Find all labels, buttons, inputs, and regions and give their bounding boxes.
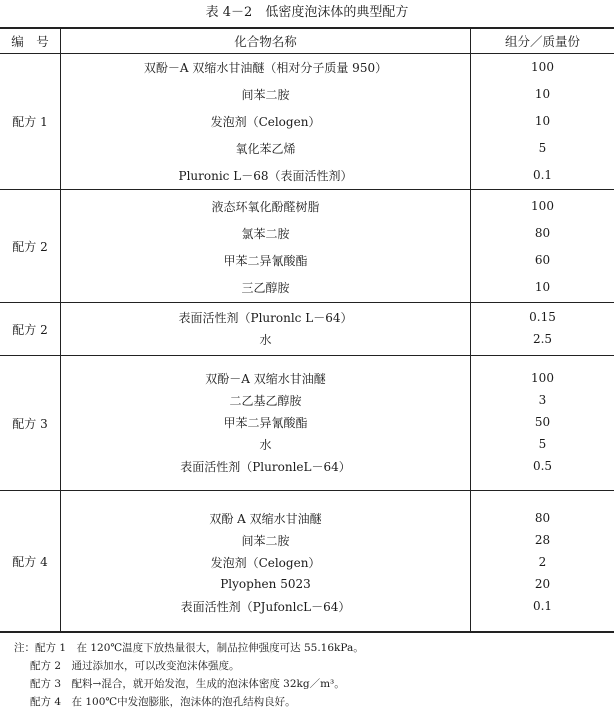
compound-name: Plyophen 5023 [220,577,311,591]
header-amount: 组分／质量份 [504,34,580,49]
group-divider [0,490,614,491]
compound-name: 间苯二胺 [241,533,290,548]
header-id: 编 号 [11,34,49,49]
compound-name: 发泡剂（Celogen） [210,555,321,570]
compound-name: 双酚 A 双缩水甘油醚 [209,511,322,526]
group-label: 配方 1 [12,115,48,129]
compound-name: 三乙醇胺 [241,280,290,295]
bottom-rule [0,631,614,633]
compound-name: 水 [259,437,272,452]
compound-name: 双酚－A 双缩水甘油醚（相对分子质量 950） [143,60,388,75]
compound-amount: 10 [534,114,551,128]
compound-amount: 5 [538,141,547,155]
group-divider [0,189,614,190]
compound-amount: 0.15 [529,310,556,324]
compound-amount: 100 [531,60,554,74]
group-label: 配方 2 [12,239,48,254]
compound-amount: 0.1 [532,599,553,613]
compound-name: 双酚－A 双缩水甘油醚 [205,371,326,386]
group-divider [0,355,614,356]
compound-amount: 2.5 [532,332,553,346]
compound-amount: 20 [534,577,551,591]
compound-name: 表面活性剂（Pluronlc L－64） [178,310,353,325]
compound-name: 表面活性剂（PluronleL－64） [180,459,351,474]
table-note: 配方 2 通过添加水，可以改变泡沫体强度。 [30,660,240,672]
compound-amount: 3 [538,393,547,407]
group-label: 配方 4 [12,554,48,569]
compound-amount: 100 [531,199,554,213]
compound-amount: 0.1 [532,168,553,182]
compound-amount: 100 [531,371,554,385]
compound-name: 甲苯二异氰酸酯 [223,415,308,430]
compound-amount: 10 [534,87,551,101]
compound-name: 氯苯二胺 [241,226,290,241]
table-note: 配方 4 在 100℃中发泡膨胀，泡沫体的泡孔结构良好。 [30,696,296,708]
compound-name: 表面活性剂（PJufonlcL－64） [180,599,351,614]
table-note: 注：配方 1 在 120℃温度下放热量很大，制品拉伸强度可达 55.16kPa。 [14,642,364,654]
table-note: 配方 3 配料→混合，就开始发泡，生成的泡沫体密度 32kg／m³。 [30,678,345,690]
compound-name: 发泡剂（Celogen） [210,114,321,129]
compound-name: 二乙基乙醇胺 [229,393,302,408]
compound-name: 水 [259,332,272,347]
group-label: 配方 2 [12,322,48,337]
compound-amount: 5 [538,437,547,451]
compound-amount: 80 [534,226,551,240]
compound-amount: 10 [534,280,551,294]
compound-amount: 50 [534,415,551,429]
compound-amount: 80 [534,511,551,525]
group-divider [0,302,614,303]
table-title: 表 4－2 低密度泡沫体的典型配方 [205,5,409,20]
compound-amount: 28 [534,533,551,547]
compound-name: 氧化苯乙烯 [235,141,296,156]
compound-name: 间苯二胺 [241,87,290,102]
group-label: 配方 3 [12,416,48,431]
header-compound: 化合物名称 [234,34,297,49]
compound-name: 甲苯二异氰酸酯 [223,253,308,268]
compound-name: 液态环氧化酚醛树脂 [211,199,320,214]
compound-amount: 0.5 [532,459,553,473]
compound-amount: 2 [538,555,547,569]
compound-amount: 60 [534,253,551,267]
compound-name: Pluronic L－68（表面活性剂） [178,168,353,183]
